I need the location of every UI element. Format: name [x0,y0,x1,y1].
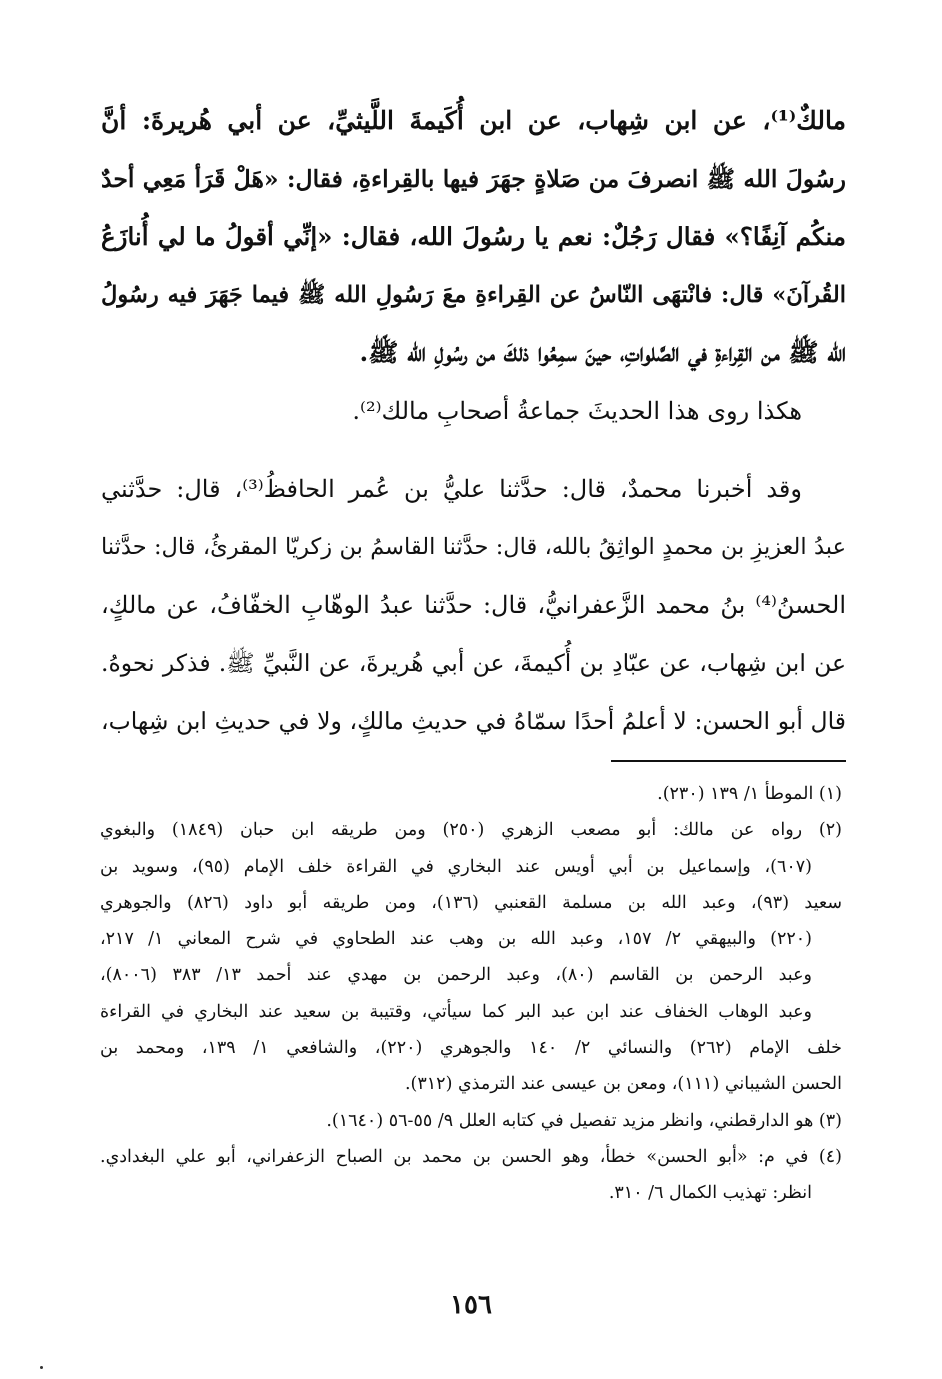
page-number: ١٥٦ [450,1290,492,1320]
hadith-line: الله ﷺ من القِراءةِ في الصَّلواتِ، حينَ سمِعُوا ذلكَ من رسُولِ الله ﷺ. [359,338,846,367]
commentary-line: هكذا روى هذا الحديثَ جماعةُ أصحابِ مالك⁽²⁾. [352,397,802,425]
hadith-line: رسُولَ الله ﷺ انصرفَ من صَلاةٍ جهَرَ فيها بالقِراءةِ، فقال: «هَلْ قَرَأ مَعِي أحدٌ [101,165,846,193]
commentary-line: وقد أخبرنا محمدٌ، قال: حدَّثنا عليُّ بن عُمر الحافظُ⁽³⁾، قال: حدَّثني [101,475,802,503]
main-text [101,92,846,750]
footnote-separator [611,760,846,762]
footnote-line: (٢٢٠) والبيهقي ٢/ ١٥٧، وعبد الله بن وهب عند الطحاوي في شرح المعاني ١/ ٢١٧، [100,929,812,950]
footnote-line: وعبد الوهاب الخفاف عند ابن عبد البر كما سيأتي، وقتيبة بن سعيد عند البخاري في القراءة [100,1001,812,1022]
hadith-line: القُرآنَ» قال: فانْتهَى النّاسُ عن القِراءةِ معَ رَسُولِ الله ﷺ فيما جَهَرَ فيه رسُولُ [101,282,846,308]
footnote-line: (٤) في م: «أبو الحسن» خطأ، وهو الحسن بن محمد بن الصباح الزعفراني، أبو علي البغدادي. [100,1146,842,1167]
footnote-3 [100,1103,842,1139]
footnote-line: خلف الإمام (٢٦٢) والنسائي ٢/ ١٤٠ والجوهري (٢٢٠)، والشافعي ١/ ١٣٩، ومحمد بن [100,1038,842,1059]
commentary-line: عبدُ العزيزِ بن محمدٍ الواثِقُ بالله، قال: حدَّثنا القاسمُ بن زكريّا المقرئُ، قال: حدَّثنا [101,534,846,560]
footnote-line: (٢) رواه عن مالك: أبو مصعب الزهري (٢٥٠) ومن طريقه ابن حبان (١٨٤٩) والبغوي [100,820,842,841]
commentary-line: قال أبو الحسن: لا أعلمُ أحدًا سمّاهُ في حديثِ مالكٍ، ولا في حديثِ ابن شِهاب، [101,707,846,735]
footnote-line: (٦٠٧)، وإسماعيل بن أبي أويس عند البخاري في القراءة خلف الإمام (٩٥)، وسويد بن [100,856,812,877]
footnote-line: وعبد الرحمن بن القاسم (٨٠)، وعبد الرحمن بن مهدي عند أحمد ١٣/ ٣٨٣ (٨٠٠٦)، [100,965,812,986]
commentary-text [101,382,846,750]
footnote-4 [100,1139,842,1212]
footnote-1 [100,776,842,812]
footnote-line: (١) الموطأ ١/ ١٣٩ (٢٣٠). [657,784,842,804]
footnotes [100,776,842,1212]
commentary-line: الحسنُ⁽⁴⁾ بنُ محمد الزَّعفرانيُّ، قال: حدَّثنا عبدُ الوهّابِ الخفّافُ، عن مالكٍ، [101,591,846,619]
footnote-2 [100,812,842,1102]
footnote-line: (٣) هو الدارقطني، وانظر مزيد تفصيل في كتابه العلل ٩/ ٥٥-٥٦ (١٦٤٠). [326,1110,842,1131]
hadith-line: منكُم آنِفًا؟» فقال رَجُلٌ: نعم يا رسُولَ الله، فقال: «إنِّي أقولُ ما لي أُنازَعُ [101,222,846,251]
commentary-line: عن ابن شِهاب، عن عبّادِ بن أُكيمةَ، عن أبي هُريرةَ، عن النَّبيِّ ﷺ. فذكر نحوهُ. [101,649,846,677]
footnote-line: الحسن الشيباني (١١١)، ومعن بن عيسى عند الترمذي (٣١٢). [404,1074,842,1095]
footnote-line: انظر: تهذيب الكمال ٦/ ٣١٠. [608,1183,812,1204]
hadith-text [101,92,846,382]
hadith-line: مالكٌ⁽¹⁾، عن ابن شِهاب، عن ابن أُكَيمةَ اللَّيثيِّ، عن أبي هُريرةَ: أنَّ [101,106,846,135]
footnote-line: سعيد (٩٣)، وعبد الله بن مسلمة القعنبي (١٣٦)، ومن طريقه أبو داود (٨٢٦) والجوهري [100,892,842,913]
scan-speck [40,1366,43,1369]
